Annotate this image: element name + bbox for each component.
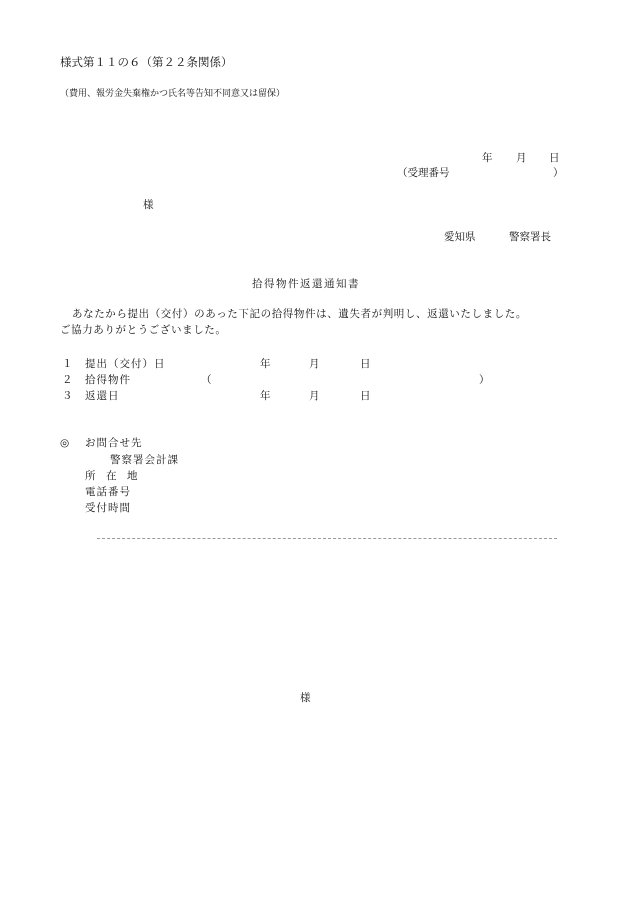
contact-department: 警察署会計課 (110, 454, 179, 466)
item-1-day-label: 日 (360, 358, 371, 370)
bottom-sama: 様 (300, 692, 311, 704)
item-3-month-label: 月 (309, 390, 320, 402)
contact-hours-label: 受付時間 (85, 502, 131, 514)
date-year-label: 年 (482, 152, 493, 164)
item-3-year-label: 年 (260, 390, 271, 402)
date-day-label: 日 (549, 152, 560, 164)
item-3-number: ３ (62, 390, 73, 402)
body-line-1: あなたから提出（交付）のあった下記の拾得物件は、遺失者が判明し、返還いたしました。 (72, 308, 527, 320)
contact-address-label: 所 在 地 (85, 470, 138, 482)
issuer-prefecture: 愛知県 (444, 231, 476, 243)
item-2-open-paren: （ (201, 374, 212, 386)
receipt-number-label: （受理番号 (397, 167, 450, 179)
addressee-sama: 様 (143, 199, 154, 211)
item-3-label: 返還日 (85, 390, 120, 402)
item-2-close-paren: ） (479, 374, 490, 386)
item-1-month-label: 月 (309, 358, 320, 370)
contact-phone-label: 電話番号 (85, 486, 131, 498)
body-line-2: ご協力ありがとうございました。 (60, 324, 227, 336)
date-month-label: 月 (516, 152, 527, 164)
contact-mark-icon: ◎ (60, 437, 70, 449)
item-1-number: １ (62, 358, 73, 370)
receipt-number-close: ） (553, 167, 564, 179)
document-title: 拾得物件返還通知書 (252, 278, 360, 290)
item-1-label: 提出（交付）日 (85, 358, 166, 370)
form-number: 様式第１１の６（第２２条関係） (60, 55, 233, 69)
form-note: （費用、報労金失棄権かつ氏名等告知不同意又は留保） (60, 89, 286, 99)
issuer-title: 警察署長 (509, 231, 551, 243)
contact-heading: お問合せ先 (85, 437, 143, 449)
item-2-label: 拾得物件 (85, 374, 131, 386)
item-3-day-label: 日 (360, 390, 371, 402)
item-2-number: ２ (62, 374, 73, 386)
cut-line-divider (97, 538, 557, 539)
item-1-year-label: 年 (260, 358, 271, 370)
